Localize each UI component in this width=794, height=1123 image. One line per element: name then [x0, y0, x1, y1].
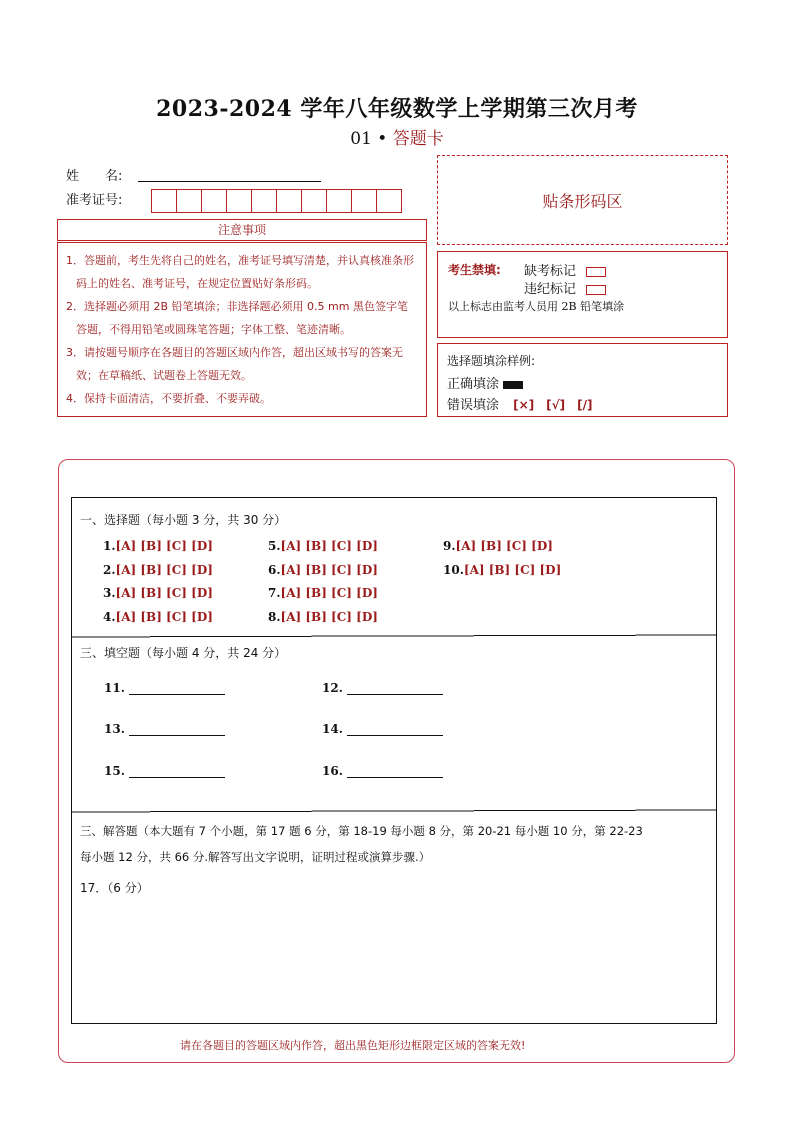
- wrong-fill-label: 错误填涂: [447, 398, 500, 413]
- choice-q9[interactable]: 9.[A] [B] [C] [D]: [443, 539, 553, 553]
- correct-fill-label: 正确填涂: [447, 377, 500, 392]
- absent-mark-label: 缺考标记: [524, 264, 577, 279]
- id-digit-box[interactable]: [202, 190, 227, 212]
- choice-q2[interactable]: 2.[A] [B] [C] [D]: [103, 563, 213, 577]
- name-label: 姓 名:: [66, 169, 123, 184]
- choice-q4[interactable]: 4.[A] [B] [C] [D]: [103, 610, 213, 624]
- absent-mark-box[interactable]: [586, 267, 606, 277]
- section2-title: 三、填空题（每小题 4 分，共 24 分）: [80, 646, 287, 660]
- exam-id-label: 准考证号:: [66, 193, 123, 208]
- exam-status-note: 以上标志由监考人员用 2B 铅笔填涂: [448, 300, 625, 313]
- choice-q5[interactable]: 5.[A] [B] [C] [D]: [268, 539, 378, 553]
- name-field[interactable]: [138, 180, 321, 182]
- choice-q3[interactable]: 3.[A] [B] [C] [D]: [103, 586, 213, 600]
- notice-item-2: 2．选择题必须用 2B 铅笔填涂；非选择题必须用 0.5 mm 黑色签字笔答题，不得用铅笔或圆珠笔答题；字体工整、笔迹清晰。: [66, 300, 408, 336]
- wrong-fill-row: [447, 394, 593, 413]
- section1-title: 一、选择题（每小题 3 分，共 30 分）: [80, 513, 287, 527]
- notice-item-4: 4．保持卡面清洁，不要折叠、不要弄破。: [66, 392, 271, 405]
- answer-card-label: 答题卡: [392, 129, 444, 149]
- id-digit-box[interactable]: [227, 190, 252, 212]
- section-divider-2: [71, 805, 717, 819]
- page-title: 2023-2024 学年八年级数学上学期第三次月考: [156, 96, 638, 122]
- fill-q14[interactable]: 14.: [322, 722, 443, 736]
- id-digit-box[interactable]: [152, 190, 177, 212]
- violation-mark-box[interactable]: [586, 285, 606, 295]
- correct-fill-row: [447, 373, 523, 392]
- question-17-answer-area[interactable]: [80, 900, 705, 1018]
- fill-q11[interactable]: 11.: [104, 681, 225, 695]
- notice-item-3: 3．请按题号顺序在各题目的答题区域内作答，超出区域书写的答案无效；在草稿纸、试题卷上答题无效。: [66, 346, 403, 382]
- violation-mark-row: [524, 278, 606, 297]
- barcode-label: 贴条形码区: [542, 191, 623, 211]
- wrong-fill-samples: [×] [√] [/]: [513, 398, 593, 412]
- exam-status-label: 考生禁填:: [448, 263, 501, 277]
- notice-title: 注意事项: [57, 219, 427, 241]
- filled-sample-icon: [503, 381, 523, 389]
- exam-status-box: [437, 251, 728, 338]
- id-digit-box[interactable]: [302, 190, 327, 212]
- notice-box: [57, 242, 427, 417]
- fill-example-title: 选择题填涂样例:: [447, 354, 536, 368]
- absent-mark-row: [524, 260, 606, 279]
- choice-q7[interactable]: 7.[A] [B] [C] [D]: [268, 586, 378, 600]
- id-digit-box[interactable]: [277, 190, 302, 212]
- footer-warning: 请在各题目的答题区域内作答，超出黑色矩形边框限定区域的答案无效!: [180, 1039, 526, 1052]
- fill-q15[interactable]: 15.: [104, 764, 225, 778]
- id-digit-box[interactable]: [352, 190, 377, 212]
- barcode-area: [437, 155, 728, 245]
- section3-title: [80, 818, 710, 870]
- question-17-label: 17．（6 分）: [80, 881, 149, 895]
- fill-q13[interactable]: 13.: [104, 722, 225, 736]
- choice-q6[interactable]: 6.[A] [B] [C] [D]: [268, 563, 378, 577]
- fill-q16[interactable]: 16.: [322, 764, 443, 778]
- choice-q1[interactable]: 1.[A] [B] [C] [D]: [103, 539, 213, 553]
- choice-q10[interactable]: 10.[A] [B] [C] [D]: [443, 563, 562, 577]
- fill-q12[interactable]: 12.: [322, 681, 443, 695]
- violation-mark-label: 违纪标记: [524, 282, 577, 297]
- section3-title-line1: 三、解答题（本大题有 7 个小题，第 17 题 6 分，第 18-19 每小题 8 分，第 20-21 每小题 10 分，第 22-23: [80, 824, 643, 838]
- section-divider-1: [71, 630, 717, 644]
- exam-id-boxes[interactable]: [151, 189, 402, 213]
- id-digit-box[interactable]: [377, 190, 401, 212]
- choice-q8[interactable]: 8.[A] [B] [C] [D]: [268, 610, 378, 624]
- subtitle-separator: •: [377, 129, 388, 149]
- fill-example-box: [437, 343, 728, 417]
- id-digit-box[interactable]: [177, 190, 202, 212]
- notice-item-1: 1．答题前，考生先将自己的姓名，准考证号填写清楚，并认真核准条形码上的姓名、准考证号，在规定位置贴好条形码。: [66, 254, 414, 290]
- section3-title-line2: 每小题 12 分，共 66 分.解答写出文字说明，证明过程或演算步骤.）: [80, 850, 431, 864]
- paper-number: 01: [350, 129, 372, 149]
- id-digit-box[interactable]: [252, 190, 277, 212]
- id-digit-box[interactable]: [327, 190, 352, 212]
- page-subtitle: [0, 124, 794, 149]
